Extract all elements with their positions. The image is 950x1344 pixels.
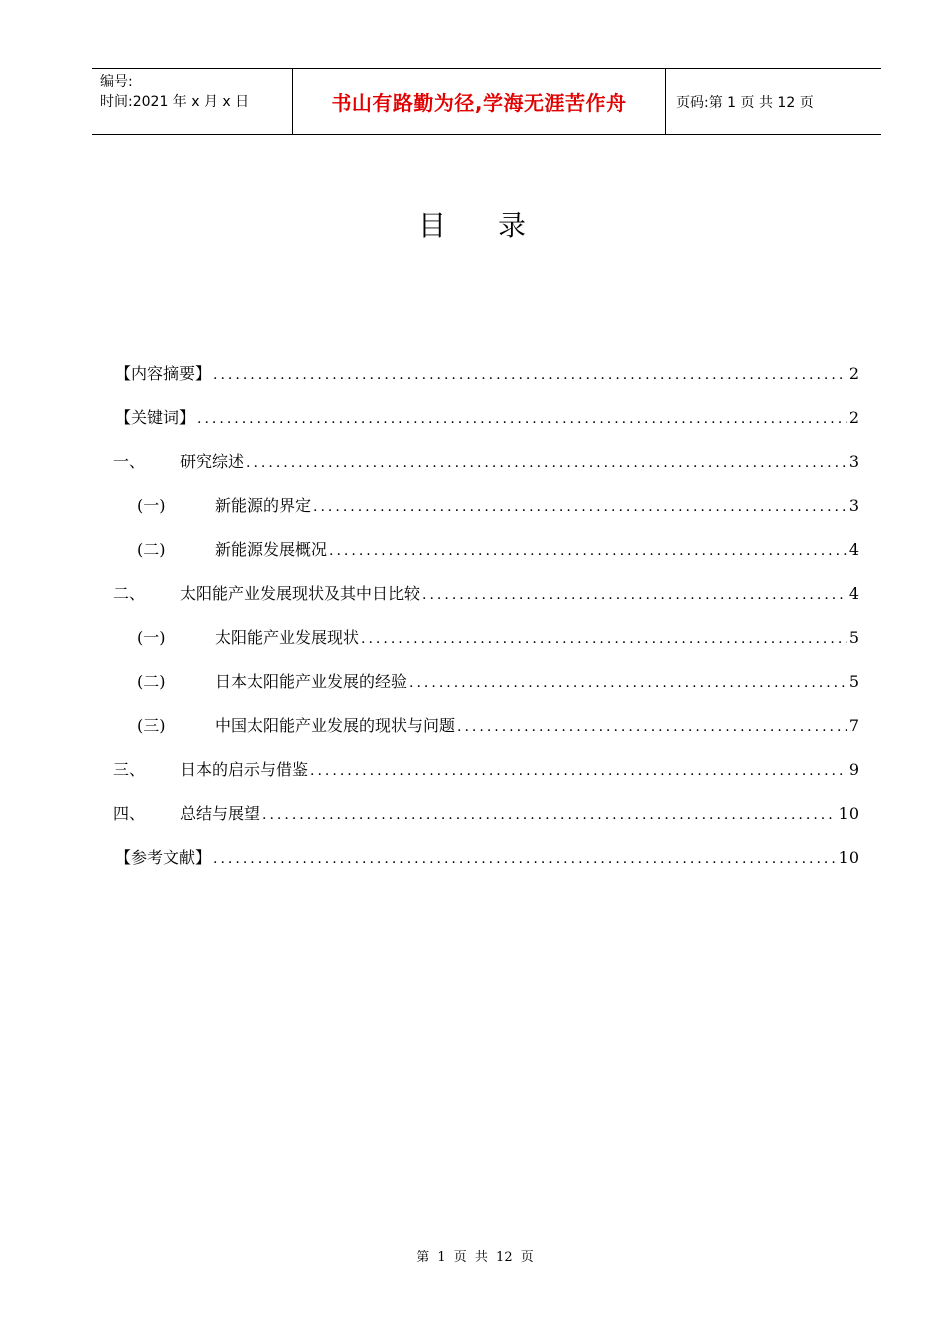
header-motto: 书山有路勤为径,学海无涯苦作舟 bbox=[293, 69, 666, 134]
toc-entry-section-2-2[interactable] bbox=[113, 669, 859, 713]
toc-entry-section-1[interactable] bbox=[113, 449, 859, 493]
toc-entry-number: 二、 bbox=[113, 584, 146, 603]
toc-entry-label: 【参考文献】 bbox=[115, 848, 212, 867]
toc-entry-section-1-2[interactable] bbox=[113, 537, 859, 581]
table-of-contents bbox=[113, 361, 859, 889]
toc-leader bbox=[213, 367, 847, 383]
page-header bbox=[92, 68, 881, 135]
toc-entry-label: 太阳能产业发展现状 bbox=[215, 628, 360, 647]
toc-entry-section-2-1[interactable] bbox=[113, 625, 859, 669]
toc-entry-label: 【关键词】 bbox=[115, 408, 196, 427]
toc-entry-page: 9 bbox=[848, 760, 859, 779]
document-time-label: 时间:2021 年 x 月 x 日 bbox=[100, 94, 250, 110]
toc-entry-page: 4 bbox=[848, 584, 859, 603]
toc-entry-number: 三、 bbox=[113, 760, 146, 779]
toc-entry-label: 研究综述 bbox=[180, 452, 245, 471]
toc-entry-label: 日本的启示与借鉴 bbox=[180, 760, 309, 779]
toc-entry-section-2[interactable] bbox=[113, 581, 859, 625]
toc-leader bbox=[422, 587, 847, 603]
toc-entry-page: 10 bbox=[838, 848, 859, 867]
toc-entry-label: 中国太阳能产业发展的现状与问题 bbox=[215, 716, 456, 735]
toc-entry-page: 5 bbox=[848, 672, 859, 691]
toc-entry-section-3[interactable] bbox=[113, 757, 859, 801]
toc-entry-section-2-3[interactable] bbox=[113, 713, 859, 757]
toc-entry-keywords[interactable] bbox=[113, 405, 859, 449]
toc-entry-page: 7 bbox=[848, 716, 859, 735]
page-footer: 第 1 页 共 12 页 bbox=[416, 1250, 534, 1265]
toc-entry-label: 【内容摘要】 bbox=[115, 364, 212, 383]
toc-entry-page: 3 bbox=[848, 452, 859, 471]
header-meta bbox=[92, 69, 293, 134]
toc-leader bbox=[457, 719, 847, 735]
document-number-label: 编号: bbox=[100, 74, 133, 90]
toc-entry-section-4[interactable] bbox=[113, 801, 859, 845]
toc-entry-page: 4 bbox=[848, 540, 859, 559]
toc-entry-label: 总结与展望 bbox=[180, 804, 261, 823]
toc-entry-label: 日本太阳能产业发展的经验 bbox=[215, 672, 408, 691]
toc-entry-number: (一) bbox=[137, 628, 166, 647]
toc-entry-number: (二) bbox=[137, 540, 166, 559]
toc-leader bbox=[262, 807, 837, 823]
header-page-code: 页码:第 1 页 共 12 页 bbox=[676, 94, 814, 111]
toc-entry-page: 10 bbox=[838, 804, 859, 823]
page-title: 目录 bbox=[417, 209, 578, 242]
toc-leader bbox=[329, 543, 847, 559]
toc-leader bbox=[313, 499, 847, 515]
toc-entry-page: 5 bbox=[848, 628, 859, 647]
toc-leader bbox=[409, 675, 847, 691]
toc-entry-section-1-1[interactable] bbox=[113, 493, 859, 537]
toc-entry-abstract[interactable] bbox=[113, 361, 859, 405]
toc-leader bbox=[361, 631, 847, 647]
toc-entry-references[interactable] bbox=[113, 845, 859, 889]
toc-leader bbox=[213, 851, 837, 867]
toc-entry-label: 太阳能产业发展现状及其中日比较 bbox=[180, 584, 421, 603]
toc-entry-page: 2 bbox=[848, 364, 859, 383]
toc-entry-number: (一) bbox=[137, 496, 166, 515]
toc-leader bbox=[246, 455, 847, 471]
toc-entry-number: 四、 bbox=[113, 804, 146, 823]
toc-entry-label: 新能源的界定 bbox=[215, 496, 312, 515]
toc-entry-page: 2 bbox=[848, 408, 859, 427]
toc-entry-number: (二) bbox=[137, 672, 166, 691]
toc-entry-number: (三) bbox=[137, 716, 166, 735]
toc-entry-label: 新能源发展概况 bbox=[215, 540, 328, 559]
toc-entry-page: 3 bbox=[848, 496, 859, 515]
toc-entry-number: 一、 bbox=[113, 452, 146, 471]
toc-leader bbox=[310, 763, 847, 779]
toc-leader bbox=[197, 411, 847, 427]
